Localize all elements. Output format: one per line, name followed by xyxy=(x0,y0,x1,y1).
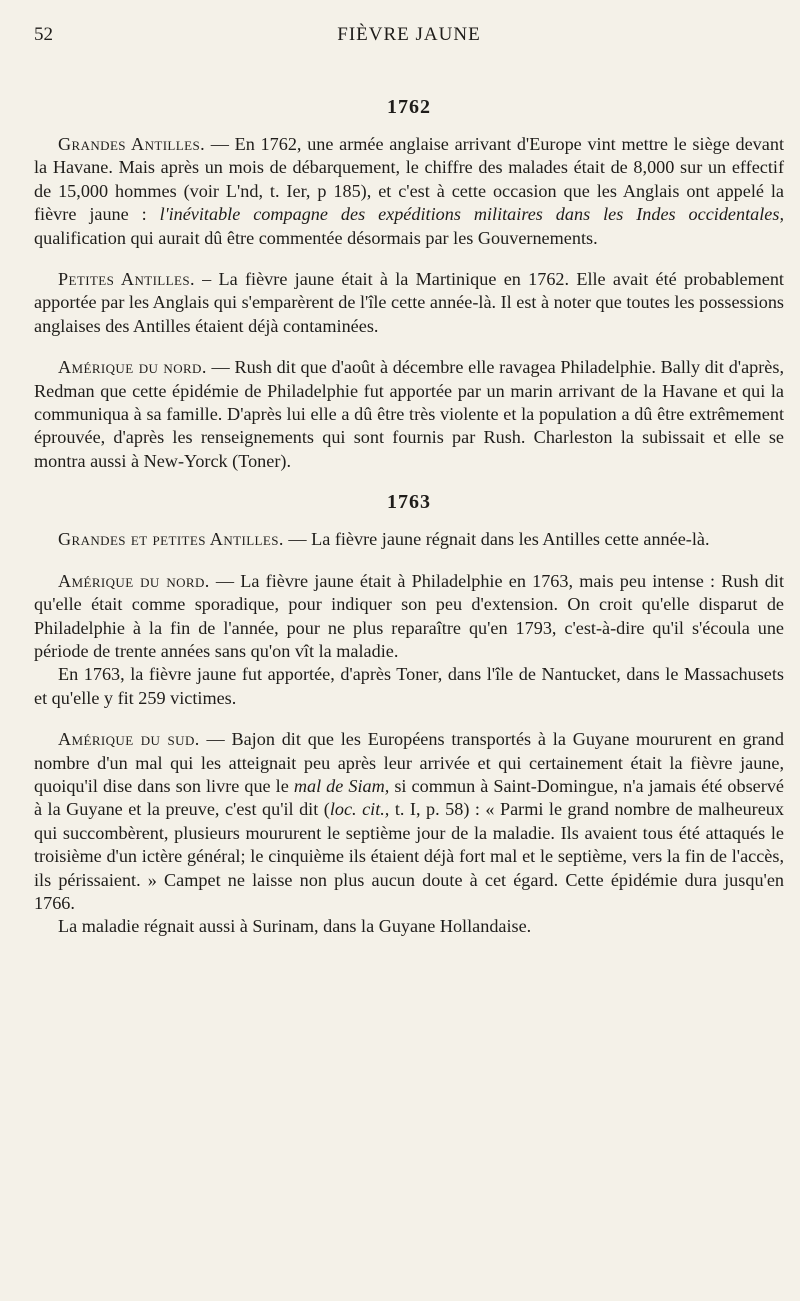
section-heading: Petites Antilles. xyxy=(58,269,195,290)
paragraph-text: — En 1762, une armée anglaise arrivant d'Europe vint mettre le siège devant la Havane. Mais après un mois de débarquement, le chiffre des malades était de 8,000 sur un effectif de 15,000 hommes (voir L'nd, t. Ier, p 185), et c'est à cette occasion que les Anglais ont appelé la fièvre jaune : xyxy=(34,134,784,225)
paragraph-text: — La fièvre jaune était à Philadelphie en 1763, mais peu intense : Rush dit qu'elle était comme sporadique, pour indiquer son peu d'extension. On croit qu'elle disparut de Philadelphie à la fin de l'année, pour ne plus reparaître qu'en 1793, c'est-à-dire qu'il s'écoula une période de trente années sans qu'on vît la maladie. xyxy=(34,570,785,661)
paragraph-text: qualification qui aurait dû être commentée désormais par les Gouvernements. xyxy=(34,227,598,248)
year-heading-1762: 1762 xyxy=(387,96,431,118)
paragraph-petites-antilles-1762 xyxy=(34,268,784,338)
paragraph-text: — Rush dit que d'août à décembre elle ravagea Philadelphie. Bally dit d'après, Redman que cette épidémie de Philadelphie fut apportée par un marin arrivant de la Havane et qui la communiqua à sa famille. D'après lui elle a dû être très violente et la population a dû être extrêmement éprouvée, d'après les renseignements qui sont fournis par Rush. Charleston la subissait et elle se montra aussi à New-Yorck (Toner). xyxy=(34,357,784,471)
paragraph-text: t. I, p. 58) : « Parmi le grand nombre de malheureux qui succombèrent, plusieurs moururent le septième jour de la maladie. Ils avaient tous été attaqués le troisième d'un ictère général; le cinquième ils étaient déjà fort mal et le septième, vers la fin de l'accès, ils périssaient. » Campet ne laisse non plus aucun doute à cet égard. Cette épidémie dura jusqu'en 1766. xyxy=(34,799,784,913)
page-header xyxy=(34,24,784,50)
italic-term: mal de Siam, xyxy=(293,775,390,796)
paragraph-text: si commun à Saint-Domingue, n'a jamais été observé à la Guyane et la preuve, c'est qu'il dit ( xyxy=(34,775,784,820)
section-heading: Amérique du nord. xyxy=(58,357,207,378)
section-heading: Grandes Antilles. xyxy=(58,134,206,154)
year-heading-1763: 1763 xyxy=(387,491,431,514)
paragraph-amerique-nord-1763 xyxy=(34,570,784,664)
page-body xyxy=(34,96,784,939)
paragraph-antilles-1763 xyxy=(34,528,784,551)
paragraph-text: — Bajon dit que les Européens transportés à la Guyane moururent en grand nombre d'un mal qui les atteignait peu après leur arrivée et qui certainement était la fièvre jaune, quoiqu'il dise dans son livre que le xyxy=(34,729,784,796)
paragraph-amerique-nord-1762 xyxy=(34,356,784,473)
italic-quote: l'inévitable compagne des expéditions militaires dans les Indes occidentales, xyxy=(159,204,784,225)
page-number: 52 xyxy=(34,24,53,45)
section-heading: Amérique du sud. xyxy=(58,729,200,750)
section-heading: Amérique du nord. xyxy=(58,570,210,591)
italic-citation: loc. cit., xyxy=(329,799,390,820)
paragraph-text: — La fièvre jaune régnait dans les Antilles cette année-là. xyxy=(283,529,710,550)
paragraph-text: – La fièvre jaune était à la Martinique en 1762. Elle avait été probablement apportée par les Anglais qui s'emparèrent de l'île cette année-là. Il est à noter que toutes les possessions anglaises des Antilles étaient déjà contaminées. xyxy=(34,269,784,336)
paragraph-text: En 1763, la fièvre jaune fut apportée, d'après Toner, dans l'île de Nantucket, dans le Massachusets et qu'elle y fit 259 victimes. xyxy=(34,664,784,708)
paragraph-grandes-antilles-1762 xyxy=(34,133,784,250)
paragraph-nantucket-1763 xyxy=(34,663,784,710)
paragraph-surinam-1763 xyxy=(34,915,784,938)
paragraph-amerique-sud-1763 xyxy=(34,728,784,915)
running-title: FIÈVRE JAUNE xyxy=(337,24,481,45)
paragraph-text: La maladie régnait aussi à Surinam, dans la Guyane Hollandaise. xyxy=(58,916,532,937)
section-heading: Grandes et petites Antilles. xyxy=(58,529,284,550)
